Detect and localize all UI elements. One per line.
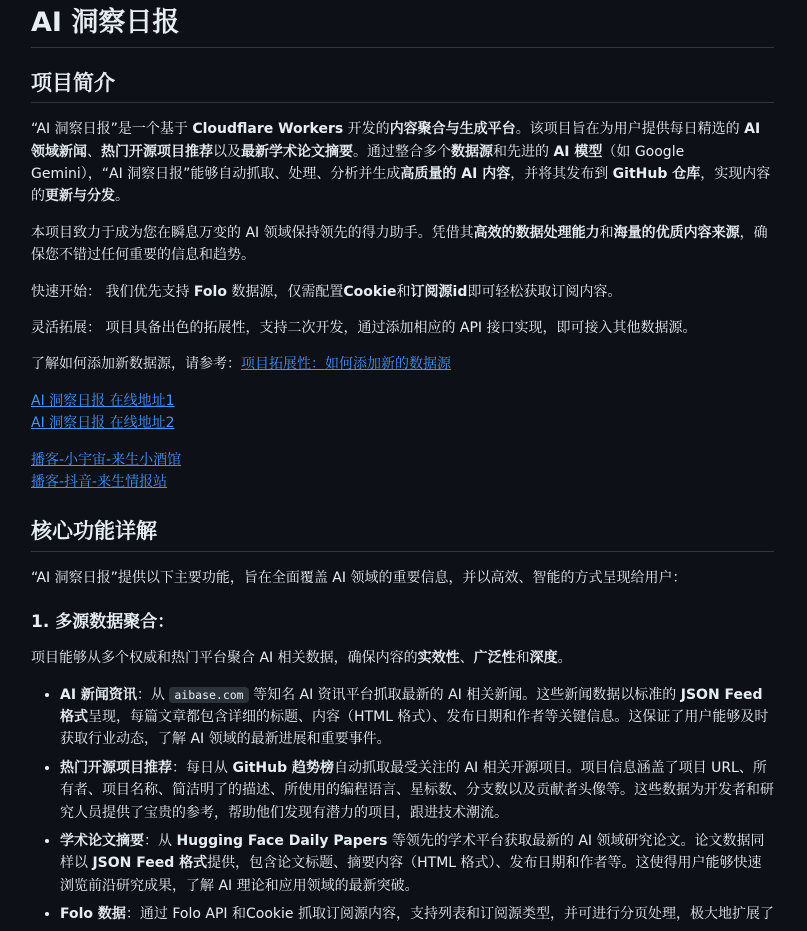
list-item-folo: • Folo 数据：通过 Folo API 和Cookie 抓取订阅源内容，支持列表和订阅源类型，并可进行分页处理，极大地扩展了: [60, 903, 774, 925]
podcast-link-xiaoyuzhou[interactable]: 播客-小宇宙-来生小酒馆: [31, 451, 182, 468]
online-link-2[interactable]: AI 洞察日报 在线地址2: [31, 415, 175, 432]
list-item-ai-news: • AI 新闻资讯：从 aibase.com 等知名 AI 资讯平台抓取最新的 AI 相关新闻。这些新闻数据以标准的 JSON Feed 格式呈现，每篇文章都包含详细的标题、内容（HTML 格式）、发布日期和作者等关键信息。这保证了用户能够及时获取行业动态，了解 AI 领域的最新进展和重要事件。: [60, 684, 774, 751]
subsection-heading-multisource: 1. 多源数据聚合：: [31, 612, 175, 633]
features-lead: “AI 洞察日报”提供以下主要功能，旨在全面覆盖 AI 领域的重要信息，并以高效、智能的方式呈现给用户：: [31, 569, 687, 586]
add-datasource-link[interactable]: 项目拓展性：如何添加新的数据源: [241, 356, 451, 373]
quick-start-paragraph: 快速开始： 我们优先支持 Folo 数据源，仅需配置Cookie和订阅源id即可轻松获取订阅内容。: [31, 283, 622, 300]
extensibility-paragraph: 灵活拓展： 项目具备出色的拓展性，支持二次开发，通过添加相应的 API 接口实现，即可接入其他数据源。: [31, 320, 697, 337]
online-link-1[interactable]: AI 洞察日报 在线地址1: [31, 392, 175, 409]
add-datasource-paragraph: 了解如何添加新数据源，请参考：项目拓展性：如何添加新的数据源: [31, 356, 451, 373]
list-item-github-trending: • 热门开源项目推荐：每日从 GitHub 趋势榜自动抓取最受关注的 AI 相关开源项目。项目信息涵盖了项目 URL、所有者、项目名称、简洁明了的描述、所使用的编程语言、星标数、分支数以及贡献者头像等。这些数据为开发者和研究人员提供了宝贵的参考，帮助他们发现有潜力的项目，跟进技术潮流。: [60, 757, 774, 824]
online-links: [31, 390, 774, 435]
podcast-link-douyin[interactable]: 播客-抖音-来生情报站: [31, 473, 168, 490]
intro-paragraph-2: 本项目致力于成为您在瞬息万变的 AI 领域保持领先的得力助手。凭借其高效的数据处理能力和海量的优质内容来源，确保您不错过任何重要的信息和趋势。: [31, 224, 768, 264]
section-heading-intro: 项目简介: [31, 70, 774, 103]
feature-list: [31, 684, 774, 926]
section-heading-features: 核心功能详解: [31, 518, 774, 551]
aibase-code: aibase.com: [169, 687, 248, 703]
intro-paragraph-1: “AI 洞察日报”是一个基于 Cloudflare Workers 开发的内容聚合与生成平台。该项目旨在为用户提供每日精选的 AI 领域新闻、热门开源项目推荐以及最新学术论文摘要。通过整合多个数据源和先进的 AI 模型（如 Google Gemini），“AI 洞察日报”能够自动抓取、处理、分析并生成高质量的 AI 内容，并将其发布到 GitHub 仓库，实现内容的更新与分发。: [31, 121, 771, 205]
podcast-links: [31, 449, 774, 494]
readme-document: [31, 0, 774, 931]
multisource-lead: 项目能够从多个权威和热门平台聚合 AI 相关数据，确保内容的实效性、广泛性和深度。: [31, 650, 572, 667]
list-item-papers: • 学术论文摘要：从 Hugging Face Daily Papers 等领先的学术平台获取最新的 AI 领域研究论文。论文数据同样以 JSON Feed 格式提供，包含论文标题、摘要内容（HTML 格式）、发布日期和作者等。这使得用户能够快速浏览前沿研究成果，了解 AI 理论和应用领域的最新突破。: [60, 830, 774, 897]
page-title: AI 洞察日报: [31, 0, 774, 48]
